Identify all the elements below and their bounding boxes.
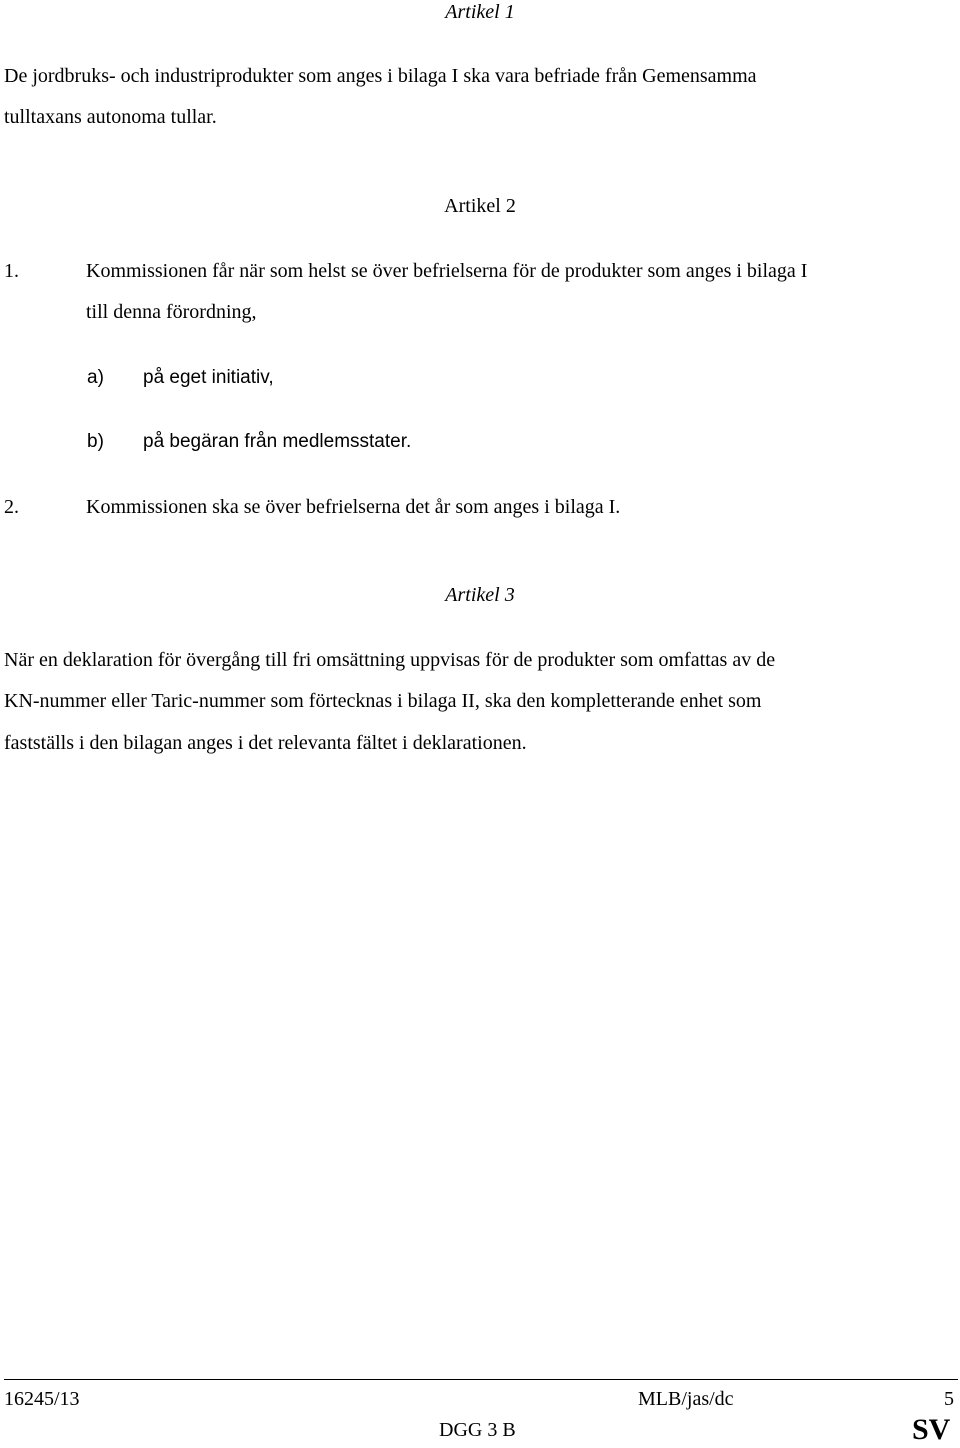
article-1-text-line-1: De jordbruks- och industriprodukter som anges i bilaga I ska vara befriade från Gemensamma bbox=[4, 65, 757, 87]
footer-divider bbox=[4, 1379, 958, 1380]
article-2-heading: Artikel 2 bbox=[444, 195, 516, 217]
paragraph-1-number: 1. bbox=[4, 260, 19, 282]
footer-language-code: SV bbox=[912, 1413, 951, 1446]
footer-doc-number: 16245/13 bbox=[4, 1388, 80, 1410]
article-3-text-line-2: KN-nummer eller Taric-nummer som förtecknas i bilaga II, ska den kompletterande enhet som bbox=[4, 690, 762, 712]
list-item-a-text: på eget initiativ, bbox=[143, 367, 274, 388]
article-3-heading: Artikel 3 bbox=[445, 584, 515, 606]
list-item-b-label: b) bbox=[87, 431, 104, 452]
paragraph-1-line-2: till denna förordning, bbox=[86, 301, 257, 323]
list-item-b-text: på begäran från medlemsstater. bbox=[143, 431, 412, 452]
footer-department: DGG 3 B bbox=[439, 1419, 516, 1441]
article-1-text-line-2: tulltaxans autonoma tullar. bbox=[4, 106, 217, 128]
article-3-text-line-3: fastställs i den bilagan anges i det relevanta fältet i deklarationen. bbox=[4, 732, 527, 754]
article-3-text-line-1: När en deklaration för övergång till fri omsättning uppvisas för de produkter som omfattas av de bbox=[4, 649, 776, 671]
paragraph-2-number: 2. bbox=[4, 496, 19, 518]
list-item-a-label: a) bbox=[87, 367, 104, 388]
footer-page-number: 5 bbox=[944, 1388, 954, 1410]
article-1-heading: Artikel 1 bbox=[445, 1, 515, 23]
paragraph-1-line-1: Kommissionen får när som helst se över befrielserna för de produkter som anges i bilaga I bbox=[86, 260, 808, 282]
footer-reference: MLB/jas/dc bbox=[638, 1388, 734, 1410]
paragraph-2-text: Kommissionen ska se över befrielserna det år som anges i bilaga I. bbox=[86, 496, 621, 518]
